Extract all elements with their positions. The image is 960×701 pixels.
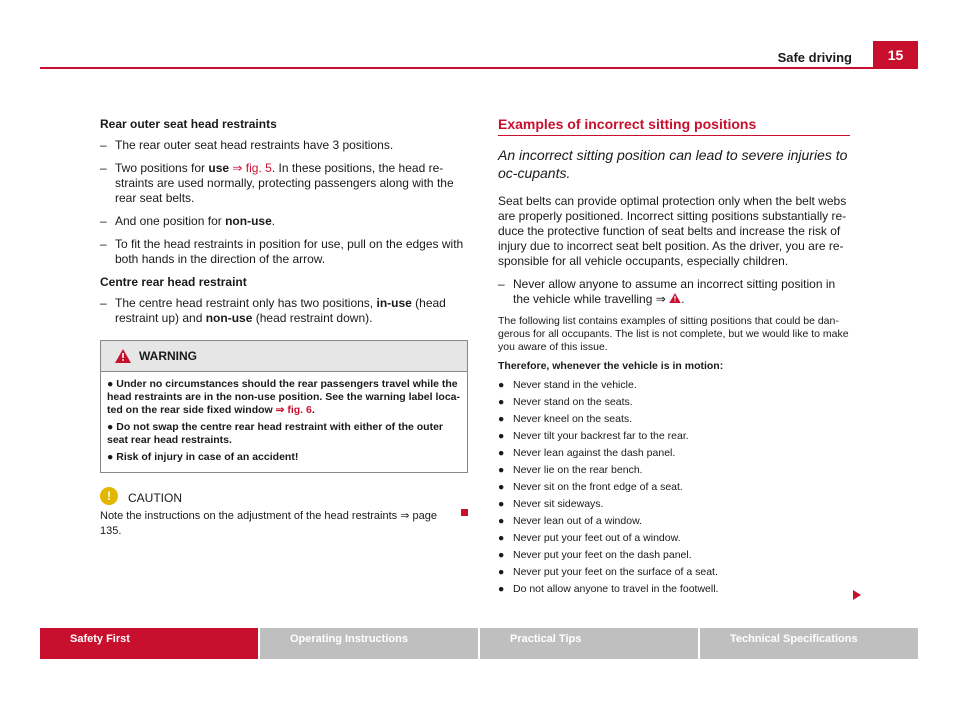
tab-technical-specifications[interactable]: Technical Specifications <box>700 628 918 659</box>
item-text: . <box>271 214 276 228</box>
item-text: Never put your feet on the dash panel. <box>513 549 692 561</box>
item-text: Do not allow anyone to travel in the footwell. <box>513 583 719 595</box>
section-title: Safe driving <box>777 50 852 65</box>
item-text: (head restraint up) and <box>115 296 446 325</box>
bullet-icon: ● <box>498 464 505 476</box>
list-item <box>498 430 850 443</box>
footer-nav <box>40 628 918 659</box>
list-item <box>498 583 850 596</box>
list-heading: Therefore, whenever the vehicle is in motion: <box>498 360 724 372</box>
figure-link[interactable]: ⇒ fig. 6 <box>275 404 312 416</box>
warning-body <box>101 372 467 472</box>
continue-arrow-icon <box>853 590 861 600</box>
list-item <box>498 532 850 545</box>
item-text: Never stand on the seats. <box>513 396 633 408</box>
bullet-list <box>498 379 850 596</box>
warning-item: ● Under no circumstances should the rear passengers travel while the head restraints are in the non-use position. See the warning label loca-ted on the rear side fixed window ⇒ fig. 6. <box>107 378 460 416</box>
list-item <box>498 481 850 494</box>
item-text: Never lie on the rear bench. <box>513 464 643 476</box>
item-text: The rear outer seat head restraints have 3 positions. <box>115 138 394 152</box>
warning-item: ● Do not swap the centre rear head restraint with either of the outer seat rear head restraints. <box>107 421 443 446</box>
dash-marker: – <box>498 277 505 291</box>
dash-marker: – <box>100 296 107 310</box>
item-text: And one position for <box>115 214 226 228</box>
bullet-icon: ● <box>498 532 505 544</box>
item-text: Never kneel on the seats. <box>513 413 633 425</box>
small-paragraph: The following list contains examples of sitting positions that could be dan-gerous for all occupants. The list is not complete, but we would like to make you aware of this issue. <box>498 315 849 353</box>
list-item <box>100 161 468 206</box>
intro-text: An incorrect sitting position can lead to severe injuries to oc-cupants. <box>498 147 848 181</box>
warning-header <box>101 341 467 372</box>
dash-marker: – <box>100 138 107 152</box>
item-text: Never sit on the front edge of a seat. <box>513 481 683 493</box>
warning-title: WARNING <box>139 348 197 363</box>
caution-header <box>100 489 468 507</box>
bullet-icon: ● <box>498 583 505 595</box>
item-text: (head restraint down). <box>252 311 373 325</box>
warning-text: Under no circumstances should the rear passengers travel while the head restraints are in the non-use position. See the warning label loca-ted on the rear side fixed window <box>107 378 460 416</box>
caution-title: CAUTION <box>128 490 182 505</box>
tab-practical-tips[interactable]: Practical Tips <box>480 628 698 659</box>
header-rule <box>40 67 874 69</box>
warning-box <box>100 340 468 473</box>
bullet-icon: ● <box>498 447 505 459</box>
warning-triangle-icon[interactable] <box>669 293 681 303</box>
list-item: – Never allow anyone to assume an incorrect sitting position in the vehicle while travelling ⇒ . <box>498 277 836 306</box>
bullet-icon: ● <box>498 379 505 391</box>
bullet-icon: ● <box>498 413 505 425</box>
caution-icon: ! <box>100 487 118 505</box>
warning-text: . <box>311 404 315 416</box>
warning-triangle-icon <box>115 349 131 363</box>
section-heading: Examples of incorrect sitting positions <box>498 117 850 136</box>
instruction-list <box>498 277 850 307</box>
page-number: 15 <box>873 41 918 69</box>
figure-link[interactable]: ⇒ fig. 5 <box>232 161 272 175</box>
list-item <box>498 396 850 409</box>
item-text: . In these positions, the head re-straints are used normally, protecting passengers along with the rear seat belts. <box>115 161 454 205</box>
centre-list <box>100 296 468 326</box>
list-item <box>498 566 850 579</box>
list-item <box>100 296 468 326</box>
caution-text-row <box>100 509 468 539</box>
bullet-icon: ● <box>498 396 505 408</box>
bullet-icon: ● <box>498 430 505 442</box>
list-item <box>498 498 850 511</box>
list-item <box>498 413 850 426</box>
item-text: Never lean against the dash panel. <box>513 447 676 459</box>
tab-safety-first[interactable]: Safety First <box>40 628 258 659</box>
dash-marker: – <box>100 161 107 175</box>
bullet-icon: ● <box>498 549 505 561</box>
rear-outer-heading: Rear outer seat head restraints <box>100 117 277 131</box>
list-item <box>498 549 850 562</box>
right-column <box>498 117 850 600</box>
item-text: To fit the head restraints in position for use, pull on the edges with both hands in the direction of the arrow. <box>115 237 464 266</box>
bullet-icon: ● <box>498 515 505 527</box>
list-item <box>100 214 468 229</box>
list-item <box>100 237 468 267</box>
rear-outer-list <box>100 138 468 267</box>
item-text: Never sit sideways. <box>513 498 604 510</box>
item-text: Never lean out of a window. <box>513 515 642 527</box>
warning-item: ● Risk of injury in case of an accident! <box>107 451 299 463</box>
item-bold: non-use <box>205 311 253 325</box>
body-paragraph: Seat belts can provide optimal protection only when the belt webs are properly positioned. Incorrect sitting positions substantially re-duce the protective function of seat belts and increase the risk of injury due to incorrect seat belt position. As the driver, you are re-sponsible for all vehicle occupants, especially children. <box>498 194 847 268</box>
bullet-icon: ● <box>498 481 505 493</box>
caution-section <box>100 489 468 539</box>
list-item <box>498 447 850 460</box>
item-text: Never put your feet on the surface of a seat. <box>513 566 718 578</box>
item-bold: use <box>208 161 230 175</box>
item-text: Never tilt your backrest far to the rear. <box>513 430 689 442</box>
warning-text: Do not swap the centre rear head restraint with either of the outer seat rear head restraints. <box>107 421 443 446</box>
item-text: The centre head restraint only has two positions, <box>115 296 377 310</box>
list-item <box>100 138 468 153</box>
warning-text: Risk of injury in case of an accident! <box>116 451 299 463</box>
list-item <box>498 515 850 528</box>
dash-marker: – <box>100 237 107 251</box>
bullet-icon: ● <box>498 566 505 578</box>
centre-heading: Centre rear head restraint <box>100 275 247 289</box>
left-column <box>100 117 468 539</box>
bullet-icon: ● <box>498 498 505 510</box>
caution-text: Note the instructions on the adjustment of the head restraints ⇒ page 135. <box>100 510 437 537</box>
section-end-marker <box>461 509 468 516</box>
list-item <box>498 379 850 392</box>
item-text: Never put your feet out of a window. <box>513 532 681 544</box>
item-bold: non-use <box>225 214 272 228</box>
tab-operating-instructions[interactable]: Operating Instructions <box>260 628 478 659</box>
item-text: Two positions for <box>115 161 209 175</box>
item-text: Never stand in the vehicle. <box>513 379 637 391</box>
dash-marker: – <box>100 214 107 228</box>
list-item <box>498 464 850 477</box>
item-text: Never allow anyone to assume an incorrect sitting position in the vehicle while travelling ⇒ <box>513 277 836 306</box>
item-bold: in-use <box>376 296 412 310</box>
